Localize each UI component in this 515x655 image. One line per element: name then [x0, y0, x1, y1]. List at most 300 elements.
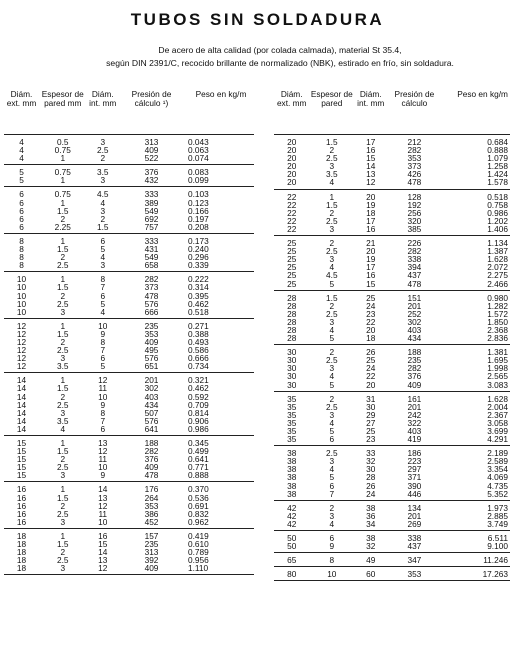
cell-presion: 409	[407, 379, 422, 390]
cell-presion: 242	[407, 409, 422, 420]
cell-diam-int: 14	[366, 161, 376, 172]
cell-espesor: 2.5	[326, 401, 338, 412]
cell-peso: 0.814	[188, 407, 209, 418]
cell-presion: 373	[407, 161, 422, 172]
cell-diam-int: 22	[366, 316, 376, 327]
cell-peso: 0.758	[487, 199, 508, 210]
cell-peso: 0.666	[188, 353, 209, 364]
cell-diam-ext: 10	[16, 274, 27, 285]
cell-presion: 549	[144, 205, 159, 216]
cell-espesor: 2.5	[56, 555, 69, 566]
cell-presion: 376	[407, 371, 422, 382]
table-row	[274, 542, 510, 550]
cell-diam-int: 38	[366, 533, 376, 544]
cell-peso: 0.832	[188, 508, 209, 519]
cell-peso: 0.314	[188, 282, 209, 293]
table-row	[4, 245, 254, 253]
cell-diam-ext: 6	[19, 189, 24, 200]
cell-peso: 0.906	[188, 415, 209, 426]
cell-peso: 3.354	[487, 464, 508, 475]
cell-espesor: 1	[60, 235, 66, 246]
cell-peso: 1.110	[188, 563, 209, 574]
cell-presion: 212	[407, 137, 422, 147]
cell-espesor: 4	[60, 423, 66, 434]
cell-espesor: 2.5	[326, 153, 338, 164]
left-table-header	[4, 90, 254, 134]
cell-presion: 353	[407, 153, 422, 164]
cell-espesor: 1	[329, 191, 335, 202]
cell-peso: 4.291	[487, 434, 508, 445]
cell-diam-int: 24	[366, 300, 376, 311]
cell-diam-ext: 18	[16, 539, 27, 550]
table-row	[4, 283, 254, 291]
cell-diam-ext: 15	[16, 454, 27, 465]
cell-peso: 0.962	[188, 516, 209, 527]
cell-presion: 403	[407, 324, 422, 335]
cell-diam-int: 9	[100, 399, 106, 410]
cell-diam-ext: 38	[287, 448, 297, 459]
cell-presion: 313	[144, 547, 159, 558]
cell-diam-int: 8	[100, 274, 106, 285]
cell-espesor: 3.5	[56, 361, 69, 372]
left-table	[4, 90, 254, 575]
cell-peso: 0.986	[188, 423, 209, 434]
cell-espesor: 1	[60, 375, 66, 386]
cell-espesor: 3.5	[326, 169, 338, 180]
cell-presion: 376	[144, 167, 159, 178]
table-row	[4, 439, 254, 447]
cell-diam-int: 14	[98, 484, 108, 495]
cell-diam-int: 30	[366, 464, 376, 475]
cell-diam-ext: 16	[16, 484, 27, 495]
table-row	[274, 490, 510, 498]
cell-diam-ext: 15	[16, 470, 27, 481]
cell-diam-int: 15	[366, 278, 376, 289]
cell-espesor: 2	[329, 393, 335, 404]
table-row	[4, 322, 254, 330]
cell-espesor: 2	[60, 500, 66, 511]
cell-peso: 1.134	[487, 238, 508, 249]
cell-presion: 437	[407, 270, 422, 281]
cell-presion: 373	[144, 282, 159, 293]
cell-peso: 0.166	[188, 205, 209, 216]
row-group	[274, 190, 510, 236]
cell-espesor: 4	[329, 464, 335, 475]
cell-espesor: 2.5	[326, 448, 338, 459]
cell-diam-ext: 10	[16, 306, 27, 317]
cell-peso: 0.888	[188, 470, 209, 481]
cell-diam-ext: 22	[287, 215, 297, 226]
cell-diam-ext: 15	[16, 438, 27, 448]
table-row	[274, 403, 510, 411]
cell-espesor: 2	[329, 145, 335, 156]
cell-diam-int: 3	[100, 205, 106, 216]
cell-diam-ext: 20	[287, 177, 297, 188]
cell-diam-int: 12	[98, 375, 108, 386]
table-row	[4, 215, 254, 223]
cell-presion: 176	[144, 484, 159, 495]
table-row	[274, 449, 510, 457]
cell-diam-ext: 6	[19, 213, 24, 224]
cell-peso: 2.836	[487, 333, 508, 344]
table-row	[274, 504, 510, 512]
cell-diam-ext: 5	[19, 167, 24, 178]
cell-peso: 0.610	[188, 539, 209, 550]
cell-espesor: 2	[60, 213, 66, 224]
cell-espesor: 4	[329, 417, 335, 428]
cell-presion: 446	[407, 488, 422, 499]
cell-presion: 338	[407, 533, 422, 544]
cell-espesor: 3	[60, 516, 66, 527]
table-row	[274, 473, 510, 481]
cell-espesor: 1.5	[326, 292, 338, 303]
table-row	[274, 356, 510, 364]
cell-diam-int: 30	[366, 401, 376, 412]
cell-diam-int: 18	[366, 333, 376, 344]
table-row	[4, 417, 254, 425]
table-row	[274, 146, 510, 154]
table-row	[4, 447, 254, 455]
cell-espesor: 1.5	[56, 282, 69, 293]
cell-espesor: 5	[329, 426, 335, 436]
cell-presion: 478	[407, 177, 422, 188]
header-diam-ext: Diám. ext. mm	[276, 89, 307, 109]
table-row	[274, 225, 510, 233]
cell-diam-int: 60	[366, 569, 376, 580]
cell-espesor: 1	[60, 197, 66, 208]
cell-diam-ext: 6	[19, 205, 24, 216]
cell-diam-ext: 28	[287, 324, 297, 335]
header-presion: Presión de cálculo ¹)	[131, 89, 172, 109]
cell-peso: 0.370	[188, 484, 209, 495]
cell-presion: 192	[407, 199, 422, 210]
cell-espesor: 2	[329, 502, 335, 513]
cell-diam-int: 22	[366, 371, 376, 382]
table-row	[274, 372, 510, 380]
cell-diam-ext: 20	[287, 145, 297, 156]
cell-diam-ext: 65	[287, 555, 297, 566]
cell-presion: 403	[144, 391, 159, 402]
cell-presion: 188	[144, 438, 159, 448]
cell-diam-int: 4	[100, 252, 106, 263]
cell-presion: 333	[144, 189, 159, 200]
cell-espesor: 2	[60, 391, 66, 402]
row-group	[274, 553, 510, 567]
cell-presion: 201	[144, 375, 159, 386]
cell-peso: 0.734	[188, 361, 209, 372]
cell-espesor: 1.5	[326, 137, 338, 147]
cell-diam-ext: 22	[287, 207, 297, 218]
cell-peso: 0.296	[188, 252, 209, 263]
header-peso: Peso en kg/m	[457, 89, 508, 99]
table-row	[274, 162, 510, 170]
cell-espesor: 0.5	[56, 137, 69, 147]
cell-diam-int: 15	[98, 539, 108, 550]
cell-presion: 432	[144, 175, 159, 186]
cell-diam-ext: 6	[19, 221, 24, 232]
cell-espesor: 1.5	[56, 328, 69, 339]
cell-espesor: 7	[329, 488, 335, 499]
cell-diam-int: 19	[366, 254, 376, 265]
cell-diam-ext: 16	[16, 492, 27, 503]
cell-diam-ext: 30	[287, 347, 297, 358]
cell-peso: 0.271	[188, 320, 209, 331]
cell-diam-int: 3	[100, 260, 106, 271]
cell-peso: 0.123	[188, 197, 209, 208]
cell-espesor: 4	[329, 262, 335, 273]
table-row	[274, 209, 510, 217]
cell-diam-ext: 16	[16, 500, 27, 511]
cell-diam-int: 38	[366, 502, 376, 513]
cell-diam-ext: 15	[16, 446, 27, 457]
table-row	[4, 168, 254, 176]
cell-diam-ext: 28	[287, 292, 297, 303]
cell-diam-int: 11	[98, 454, 108, 465]
cell-presion: 431	[144, 244, 159, 255]
cell-peso: 6.511	[487, 533, 508, 544]
cell-diam-ext: 50	[287, 533, 297, 544]
header-diam-int: Diám. int. mm	[89, 89, 117, 109]
cell-presion: 403	[407, 426, 422, 436]
table-row	[4, 510, 254, 518]
cell-diam-ext: 22	[287, 199, 297, 210]
cell-peso: 0.493	[188, 336, 209, 347]
cell-espesor: 4	[329, 518, 335, 529]
cell-diam-int: 8	[100, 336, 106, 347]
table-row	[4, 154, 254, 162]
cell-diam-ext: 18	[16, 547, 27, 558]
cell-presion: 347	[407, 555, 422, 566]
cell-diam-ext: 12	[16, 353, 27, 364]
cell-diam-int: 10	[98, 516, 108, 527]
table-row	[274, 411, 510, 419]
cell-diam-ext: 20	[287, 153, 297, 164]
cell-diam-ext: 42	[287, 510, 297, 521]
cell-peso: 0.388	[188, 328, 209, 339]
cell-espesor: 2.5	[56, 260, 69, 271]
cell-espesor: 2.5	[326, 308, 338, 319]
cell-diam-ext: 80	[287, 569, 297, 580]
cell-espesor: 10	[327, 569, 337, 580]
cell-diam-int: 20	[366, 324, 376, 335]
row-group	[4, 234, 254, 272]
cell-peso: 0.339	[188, 260, 209, 271]
cell-espesor: 1	[60, 153, 66, 164]
cell-diam-ext: 16	[16, 516, 27, 527]
table-row	[274, 556, 510, 564]
cell-diam-int: 2	[100, 153, 106, 164]
table-row	[4, 393, 254, 401]
table-row	[4, 207, 254, 215]
cell-presion: 419	[407, 434, 422, 445]
cell-presion: 394	[407, 262, 422, 273]
cell-peso: 2.072	[487, 262, 508, 273]
cell-diam-ext: 35	[287, 417, 297, 428]
cell-diam-ext: 25	[287, 238, 297, 249]
cell-peso: 5.352	[487, 488, 508, 499]
table-row	[4, 540, 254, 548]
cell-espesor: 2	[329, 347, 335, 358]
subtitle-line-2: según DIN 2391/C, recocido brillante de normalizado (NBK), estirado en frío, sin soldadura.	[106, 58, 454, 68]
cell-diam-int: 7	[100, 345, 106, 356]
table-row	[4, 463, 254, 471]
cell-diam-ext: 10	[16, 290, 27, 301]
cell-peso: 2.367	[487, 409, 508, 420]
row-group	[4, 482, 254, 528]
cell-peso: 0.345	[188, 438, 209, 448]
cell-diam-ext: 38	[287, 472, 297, 483]
row-group	[4, 529, 254, 575]
cell-diam-ext: 42	[287, 502, 297, 513]
cell-diam-int: 20	[366, 191, 376, 202]
cell-peso: 1.202	[487, 215, 508, 226]
cell-diam-int: 7	[100, 282, 106, 293]
cell-diam-int: 49	[366, 555, 376, 566]
cell-peso: 1.258	[487, 161, 508, 172]
table-row	[274, 482, 510, 490]
cell-diam-int: 16	[366, 223, 376, 234]
cell-presion: 478	[144, 290, 159, 301]
header-diam-int: Diám. int. mm	[357, 89, 385, 109]
cell-diam-ext: 25	[287, 254, 297, 265]
cell-peso: 2.589	[487, 456, 508, 467]
cell-diam-int: 31	[366, 393, 376, 404]
cell-peso: 2.565	[487, 371, 508, 382]
table-row	[4, 518, 254, 526]
cell-presion: 495	[144, 345, 159, 356]
table-row	[4, 330, 254, 338]
cell-presion: 282	[144, 446, 159, 457]
table-row	[274, 334, 510, 342]
cell-presion: 186	[407, 448, 422, 459]
cell-peso: 0.208	[188, 221, 209, 232]
cell-presion: 302	[407, 316, 422, 327]
cell-diam-int: 1.5	[96, 221, 109, 232]
cell-diam-int: 16	[366, 145, 376, 156]
cell-diam-int: 34	[366, 518, 376, 529]
header-espesor: Espesor de pared	[310, 89, 353, 109]
row-group	[4, 436, 254, 482]
cell-diam-int: 4	[100, 197, 106, 208]
cell-diam-ext: 14	[16, 415, 27, 426]
cell-diam-ext: 8	[19, 244, 24, 255]
cell-diam-ext: 35	[287, 409, 297, 420]
cell-espesor: 2	[329, 207, 335, 218]
cell-peso: 0.063	[188, 145, 209, 156]
cell-presion: 201	[407, 510, 422, 521]
cell-presion: 235	[144, 539, 159, 550]
cell-diam-int: 13	[98, 438, 108, 448]
cell-espesor: 3	[60, 563, 66, 574]
table-row	[4, 564, 254, 572]
cell-presion: 157	[144, 530, 159, 541]
cell-peso: 0.888	[487, 145, 508, 156]
cell-espesor: 1	[60, 530, 66, 541]
cell-espesor: 1.5	[56, 383, 69, 394]
cell-diam-int: 2.5	[96, 145, 109, 156]
cell-peso: 1.424	[487, 169, 508, 180]
cell-presion: 658	[144, 260, 159, 271]
cell-diam-int: 5	[100, 298, 106, 309]
cell-espesor: 1.5	[56, 539, 69, 550]
cell-presion: 226	[407, 238, 422, 249]
cell-diam-ext: 30	[287, 355, 297, 366]
cell-diam-ext: 4	[19, 153, 24, 164]
cell-peso: 1.998	[487, 363, 508, 374]
cell-espesor: 5	[329, 278, 335, 289]
cell-espesor: 3	[329, 161, 335, 172]
cell-peso: 0.099	[188, 175, 209, 186]
cell-diam-int: 25	[366, 355, 376, 366]
cell-peso: 0.592	[188, 391, 209, 402]
cell-diam-ext: 28	[287, 333, 297, 344]
cell-peso: 0.173	[188, 235, 209, 246]
cell-presion: 522	[144, 153, 159, 164]
table-row	[4, 401, 254, 409]
cell-diam-ext: 18	[16, 530, 27, 541]
cell-diam-ext: 25	[287, 246, 297, 257]
cell-diam-ext: 14	[16, 423, 27, 434]
cell-peso: 0.536	[188, 492, 209, 503]
cell-diam-int: 23	[366, 434, 376, 445]
cell-peso: 0.240	[188, 244, 209, 255]
table-row	[274, 427, 510, 435]
cell-peso: 1.381	[487, 347, 508, 358]
cell-diam-ext: 22	[287, 191, 297, 202]
table-row	[274, 348, 510, 356]
cell-peso: 3.749	[487, 518, 508, 529]
cell-espesor: 3	[329, 254, 335, 265]
table-row	[274, 138, 510, 146]
cell-espesor: 0.75	[54, 189, 71, 200]
cell-presion: 151	[407, 292, 422, 303]
cell-espesor: 3	[329, 316, 335, 327]
cell-diam-int: 26	[366, 480, 376, 491]
cell-peso: 4.069	[487, 472, 508, 483]
cell-presion: 409	[144, 336, 159, 347]
cell-presion: 692	[144, 213, 159, 224]
subtitle-line-1: De acero de alta calidad (por colada calmada), material St 35.4,	[158, 45, 402, 55]
cell-diam-ext: 8	[19, 252, 24, 263]
cell-presion: 757	[144, 221, 159, 232]
cell-espesor: 3	[329, 456, 335, 467]
cell-diam-int: 26	[366, 347, 376, 358]
cell-diam-ext: 50	[287, 541, 297, 552]
cell-diam-ext: 20	[287, 169, 297, 180]
cell-espesor: 3	[329, 409, 335, 420]
cell-espesor: 1	[60, 484, 66, 495]
cell-peso: 1.973	[487, 502, 508, 513]
table-row	[274, 326, 510, 334]
cell-diam-int: 18	[366, 207, 376, 218]
cell-peso: 0.684	[487, 137, 508, 147]
cell-presion: 161	[407, 393, 422, 404]
cell-diam-ext: 35	[287, 426, 297, 436]
cell-peso: 3.083	[487, 379, 508, 390]
cell-diam-int: 8	[100, 407, 106, 418]
cell-presion: 134	[407, 502, 422, 513]
cell-diam-ext: 30	[287, 371, 297, 382]
cell-presion: 576	[144, 353, 159, 364]
cell-diam-ext: 35	[287, 401, 297, 412]
table-row	[274, 280, 510, 288]
cell-peso: 2.885	[487, 510, 508, 521]
cell-diam-ext: 25	[287, 278, 297, 289]
cell-diam-int: 36	[366, 510, 376, 521]
cell-peso: 0.462	[188, 383, 209, 394]
cell-diam-ext: 20	[287, 161, 297, 172]
row-group	[274, 291, 510, 346]
